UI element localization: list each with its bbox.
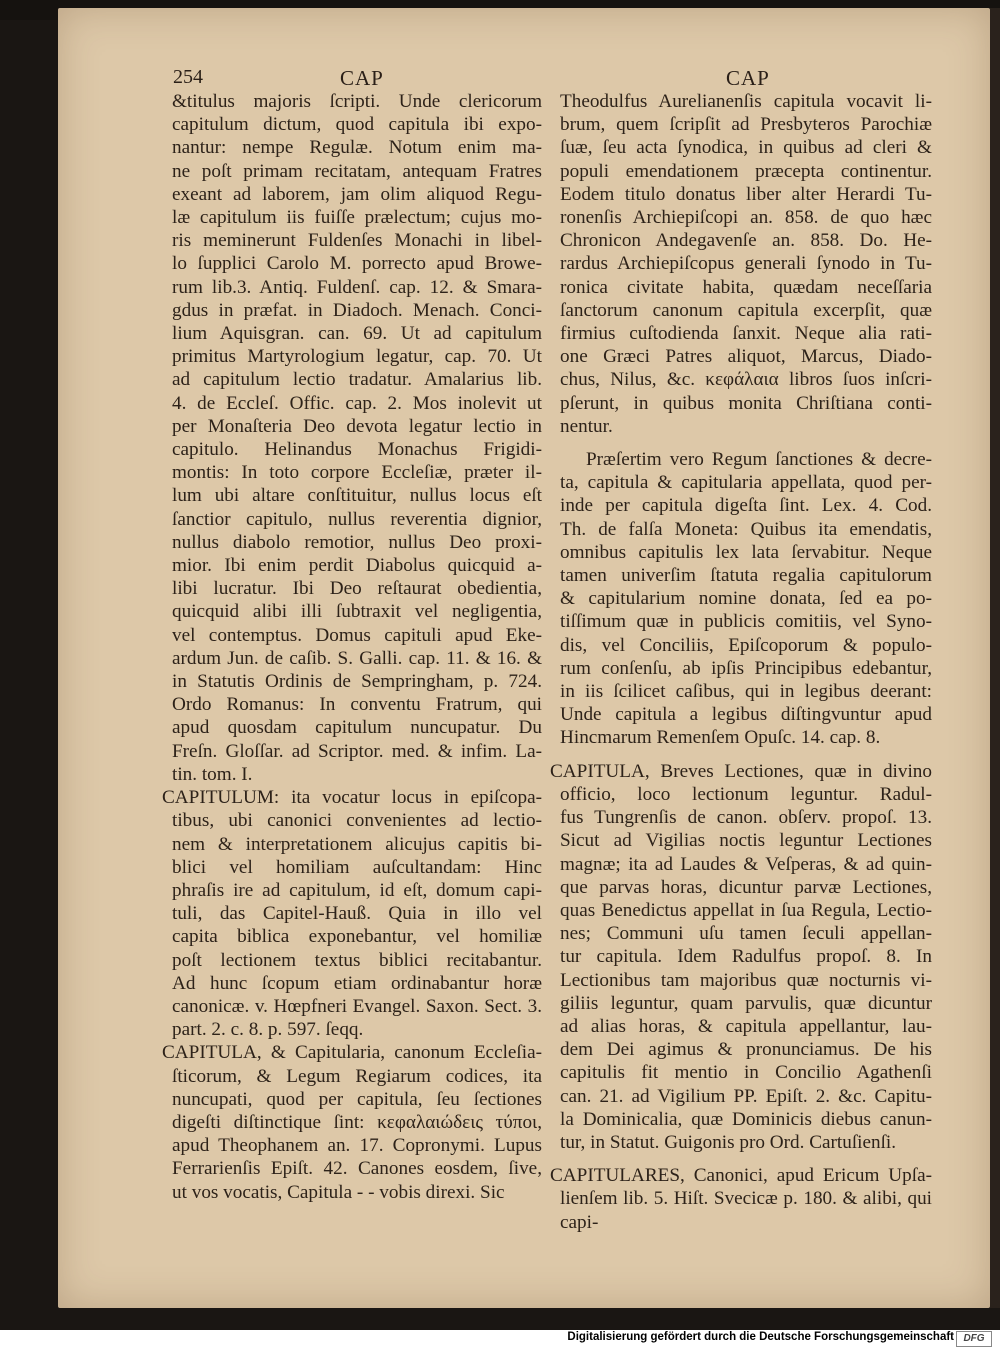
text-line: ne poſt primam recitatam, antequam Fratres: [172, 160, 542, 182]
text-line: omnibus capitulis lex lata ſervabitur. Neque: [560, 541, 932, 563]
text-line: CAPITULA, & Capitularia, canonum Eccleſia-: [162, 1042, 542, 1064]
text-line: Lectionibus tam majoribus quæ nocturnis vi-: [560, 969, 932, 991]
text-line: capitulum dictum, quod capitula ibi expo-: [172, 114, 542, 136]
text-line: Ordo Romanus: In conventu Fratrum, qui: [172, 694, 542, 716]
text-line: capi-: [560, 1211, 599, 1233]
text-line: Unde capitula a legibus diſtingvuntur apud: [560, 704, 932, 726]
text-line: ad capitulum lectio tradatur. Amalarius lib.: [172, 369, 542, 391]
text-line: Ferrarienſis Epiſt. 42. Canones eosdem, ſive,: [172, 1158, 542, 1180]
text-line: ardum Jun. de caſib. S. Galli. cap. 11. & 16. &: [172, 647, 542, 669]
text-line: exeant ad laborem, jam olim aliquod Regu-: [172, 183, 542, 205]
text-line: CAPITULARES, Canonici, apud Ericum Upſa-: [550, 1165, 932, 1187]
text-line: apud quosdam capitulum nuncupatur. Du: [172, 717, 542, 739]
text-line: rum lib.3. Antiq. Fuldenſ. cap. 12. & Smara-: [172, 276, 542, 298]
text-line: ſticorum, & Legum Regiarum codices, ita: [172, 1065, 542, 1087]
text-line: tiſſimum quæ in publicis comitiis, vel Syno-: [560, 611, 932, 633]
text-line: ſuæ, ſeu acta ſynodica, in quibus ad cleri &: [560, 137, 932, 159]
text-line: tuli, das Capitel-Hauß. Quia in illo vel: [172, 903, 542, 925]
text-line: Eodem titulo donatus liber alter Herardi Tu-: [560, 183, 932, 205]
text-line: 4. de Eccleſ. Offic. cap. 2. Mos inolevit ut: [172, 392, 542, 414]
text-line: mior. Ibi enim perdit Diabolus quicquid a-: [172, 555, 542, 577]
text-line: apud Theophanem an. 17. Copronymi. Lupus: [172, 1135, 542, 1157]
text-line: CAPITULUM: ita vocatur locus in epiſcopa-: [162, 787, 542, 809]
text-line: nes; Communi uſu tamen ſeculi appellan-: [560, 923, 932, 945]
text-line: capita biblica exponebantur, vel homiliæ: [172, 926, 542, 948]
page-number: 254: [173, 66, 203, 88]
text-line: tamen univerſim ſtatuta regalia capitulorum: [560, 565, 932, 587]
text-line: brum, quem ſcripſit ad Presbyteros Parochiæ: [560, 114, 932, 136]
text-line: quas Benedictus appellat in ſua Regula, Lectio-: [560, 899, 932, 921]
right-text-column: [550, 90, 932, 1234]
text-line: chus, Nilus, &c. κεφάλαια libros ſuos inſcri-: [560, 369, 932, 391]
dfg-logo: DFG: [956, 1331, 992, 1347]
text-line: part. 2. c. 8. p. 597. ſeqq.: [172, 1019, 364, 1041]
text-line: in Statutis Ordinis de Sempringham, p. 724.: [172, 671, 542, 693]
text-line: pſerunt, in quibus monita Chriſtiana conti-: [560, 392, 932, 414]
text-line: Ad hunc ſcopum etiam ordinabantur horæ: [172, 972, 542, 994]
text-line: ut vos vocatis, Capitula - - vobis direxi. Sic: [172, 1181, 505, 1203]
text-line: tur capitula. Idem Radulfus propoſ. 8. In: [560, 946, 932, 968]
text-line: montis: In toto corpore Eccleſiæ, præter il-: [172, 462, 542, 484]
text-line: tin. tom. I.: [172, 763, 253, 785]
text-line: libi lucratur. Ibi Deo reſtaurat obedientia,: [172, 578, 542, 600]
text-line: lo ſupplici Carolo M. porrecto apud Browe-: [172, 253, 542, 275]
text-line: Sicut ad Vigilias noctis leguntur Lectiones: [560, 830, 932, 852]
text-line: quicquid alibi illi ſubtraxit vel negligentia,: [172, 601, 542, 623]
text-line: primitus Martyrologium legatur, cap. 70. Ut: [172, 346, 542, 368]
text-line: nantur: nempe Regulæ. Notum enim ma-: [172, 137, 542, 159]
text-line: canonicæ. v. Hœpfneri Evangel. Saxon. Sect. 3.: [172, 995, 542, 1017]
text-line: ronenſis Archiepiſcopi an. 858. de quo hæc: [560, 207, 932, 229]
text-line: læ capitulum iis fuiſſe prælectum; cujus mo-: [172, 207, 542, 229]
text-line: tibus, ubi canonici convenientes ad lectio-: [172, 810, 542, 832]
text-line: Hincmarum Remenſem Opuſc. 14. cap. 8.: [560, 727, 881, 749]
text-line: firmius cuſtodienda ſanxit. Neque alia rati-: [560, 323, 932, 345]
text-line: &titulus majoris ſcripti. Unde clericorum: [172, 91, 542, 112]
text-line: in iis ſcilicet caſibus, qui in legibus deerant:: [560, 681, 932, 703]
text-line: officio, loco lectionum leguntur. Radul-: [560, 783, 932, 805]
text-line: ad alias horas, & capitula appellantur, lau-: [560, 1015, 932, 1037]
text-line: Chronicon Andegavenſe an. 858. Do. He-: [560, 230, 932, 252]
text-line: giliis leguntur, quam parvulis, quæ dicuntur: [560, 992, 932, 1014]
text-line: nullus diabolo remotior, nullus Deo proxi-: [172, 531, 542, 553]
text-line: lium Aquisgran. can. 69. Ut ad capitulum: [172, 323, 542, 345]
scan-border-right: [990, 8, 1000, 1308]
text-line: lienſem lib. 5. Hiſt. Svecicæ p. 180. & alibi, qui: [560, 1188, 932, 1210]
text-line: rum conſenſu, ab ipſis Principibus edebantur,: [560, 657, 932, 679]
text-line: Theodulfus Aurelianenſis capitula vocavit li-: [560, 91, 932, 112]
text-line: capitulis fit mentio in Concilio Agathenſi: [560, 1062, 932, 1084]
text-line: phraſis ire ad capitulum, id eſt, domum capi-: [172, 879, 542, 901]
text-line: tur, in Statut. Guigonis pro Ord. Cartuſienſi.: [560, 1131, 897, 1153]
text-line: ris meminerunt Fuldenſes Monachi in libel-: [172, 230, 542, 252]
text-line: ſanctior capitulo, nullus reverentia dignior,: [172, 508, 542, 530]
text-line: que parvas horas, dicuntur parvæ Lectiones,: [560, 876, 932, 898]
text-line: poſt lectionem textus biblici recitabantur.: [172, 949, 542, 971]
text-line: vel contemptus. Domus capituli apud Eke-: [172, 624, 542, 646]
text-line: & capitularium nomine donata, ſed ea po-: [560, 588, 932, 610]
text-line: nentur.: [560, 415, 613, 437]
text-line: Præſertim vero Regum ſanctiones & decre-: [586, 449, 932, 471]
text-line: magnæ; ita ad Laudes & Veſperas, & ad quin-: [560, 853, 932, 875]
text-line: Th. de falſa Moneta: Quibus ita emendatis,: [560, 518, 932, 540]
text-line: ta, capitula & capitularia appellata, quod per-: [560, 472, 932, 494]
text-line: la Dominicalia, quæ Dominicis diebus canun-: [560, 1108, 932, 1130]
text-line: populi emendationem præcepta continentur.: [560, 160, 932, 182]
text-line: can. 21. ad Vigilium PP. Epiſt. 2. &c. Capitu-: [560, 1085, 932, 1107]
text-line: inde per capitula digeſta ſint. Lex. 4. Cod.: [560, 495, 932, 517]
text-line: blici vel homiliam auſcultandam: Hinc: [172, 856, 542, 878]
text-line: ſanctorum canonum capitula excerpſit, quæ: [560, 299, 932, 321]
text-line: dem Dei agimus & pronunciamus. De his: [560, 1039, 932, 1061]
text-line: rardus Archiepiſcopus generali ſynodo in Tu-: [560, 253, 932, 275]
text-line: Freſn. Gloſſar. ad Scriptor. med. & infim. La-: [172, 740, 542, 762]
funding-note: Digitalisierung gefördert durch die Deutsche Forschungsgemeinschaft: [567, 1331, 954, 1343]
text-line: per Monaſteria Deo devota legatur lectio in: [172, 415, 542, 437]
text-line: capitulo. Helinandus Monachus Frigidi-: [172, 439, 542, 461]
running-headword-left: CAP: [340, 66, 384, 90]
text-line: fus Tungrenſis de canon. obſerv. propoſ. 13.: [560, 807, 932, 829]
text-line: one Græci Patres aliquot, Marcus, Diado-: [560, 346, 932, 368]
text-line: gdus in præfat. in Diadoch. Menach. Conci-: [172, 299, 542, 321]
text-line: lum ubi altare conſtituitur, nullus locus eſt: [172, 485, 542, 507]
running-headword-right: CAP: [726, 66, 770, 90]
text-line: digeſti diſtinctique ſint: κεφαλαιώδεις τύποι,: [172, 1111, 542, 1133]
text-line: CAPITULA, Breves Lectiones, quæ in divino: [550, 760, 932, 782]
text-line: dis, vel Conciliis, Epiſcoporum & populo-: [560, 634, 932, 656]
left-text-column: [162, 90, 542, 1204]
text-line: nuncupati, quod per capitula, ſeu ſectiones: [172, 1088, 542, 1110]
text-line: nem & interpretationem alicujus capitis bi-: [172, 833, 542, 855]
text-line: ronica civitate habita, quædam neceſſaria: [560, 276, 932, 298]
